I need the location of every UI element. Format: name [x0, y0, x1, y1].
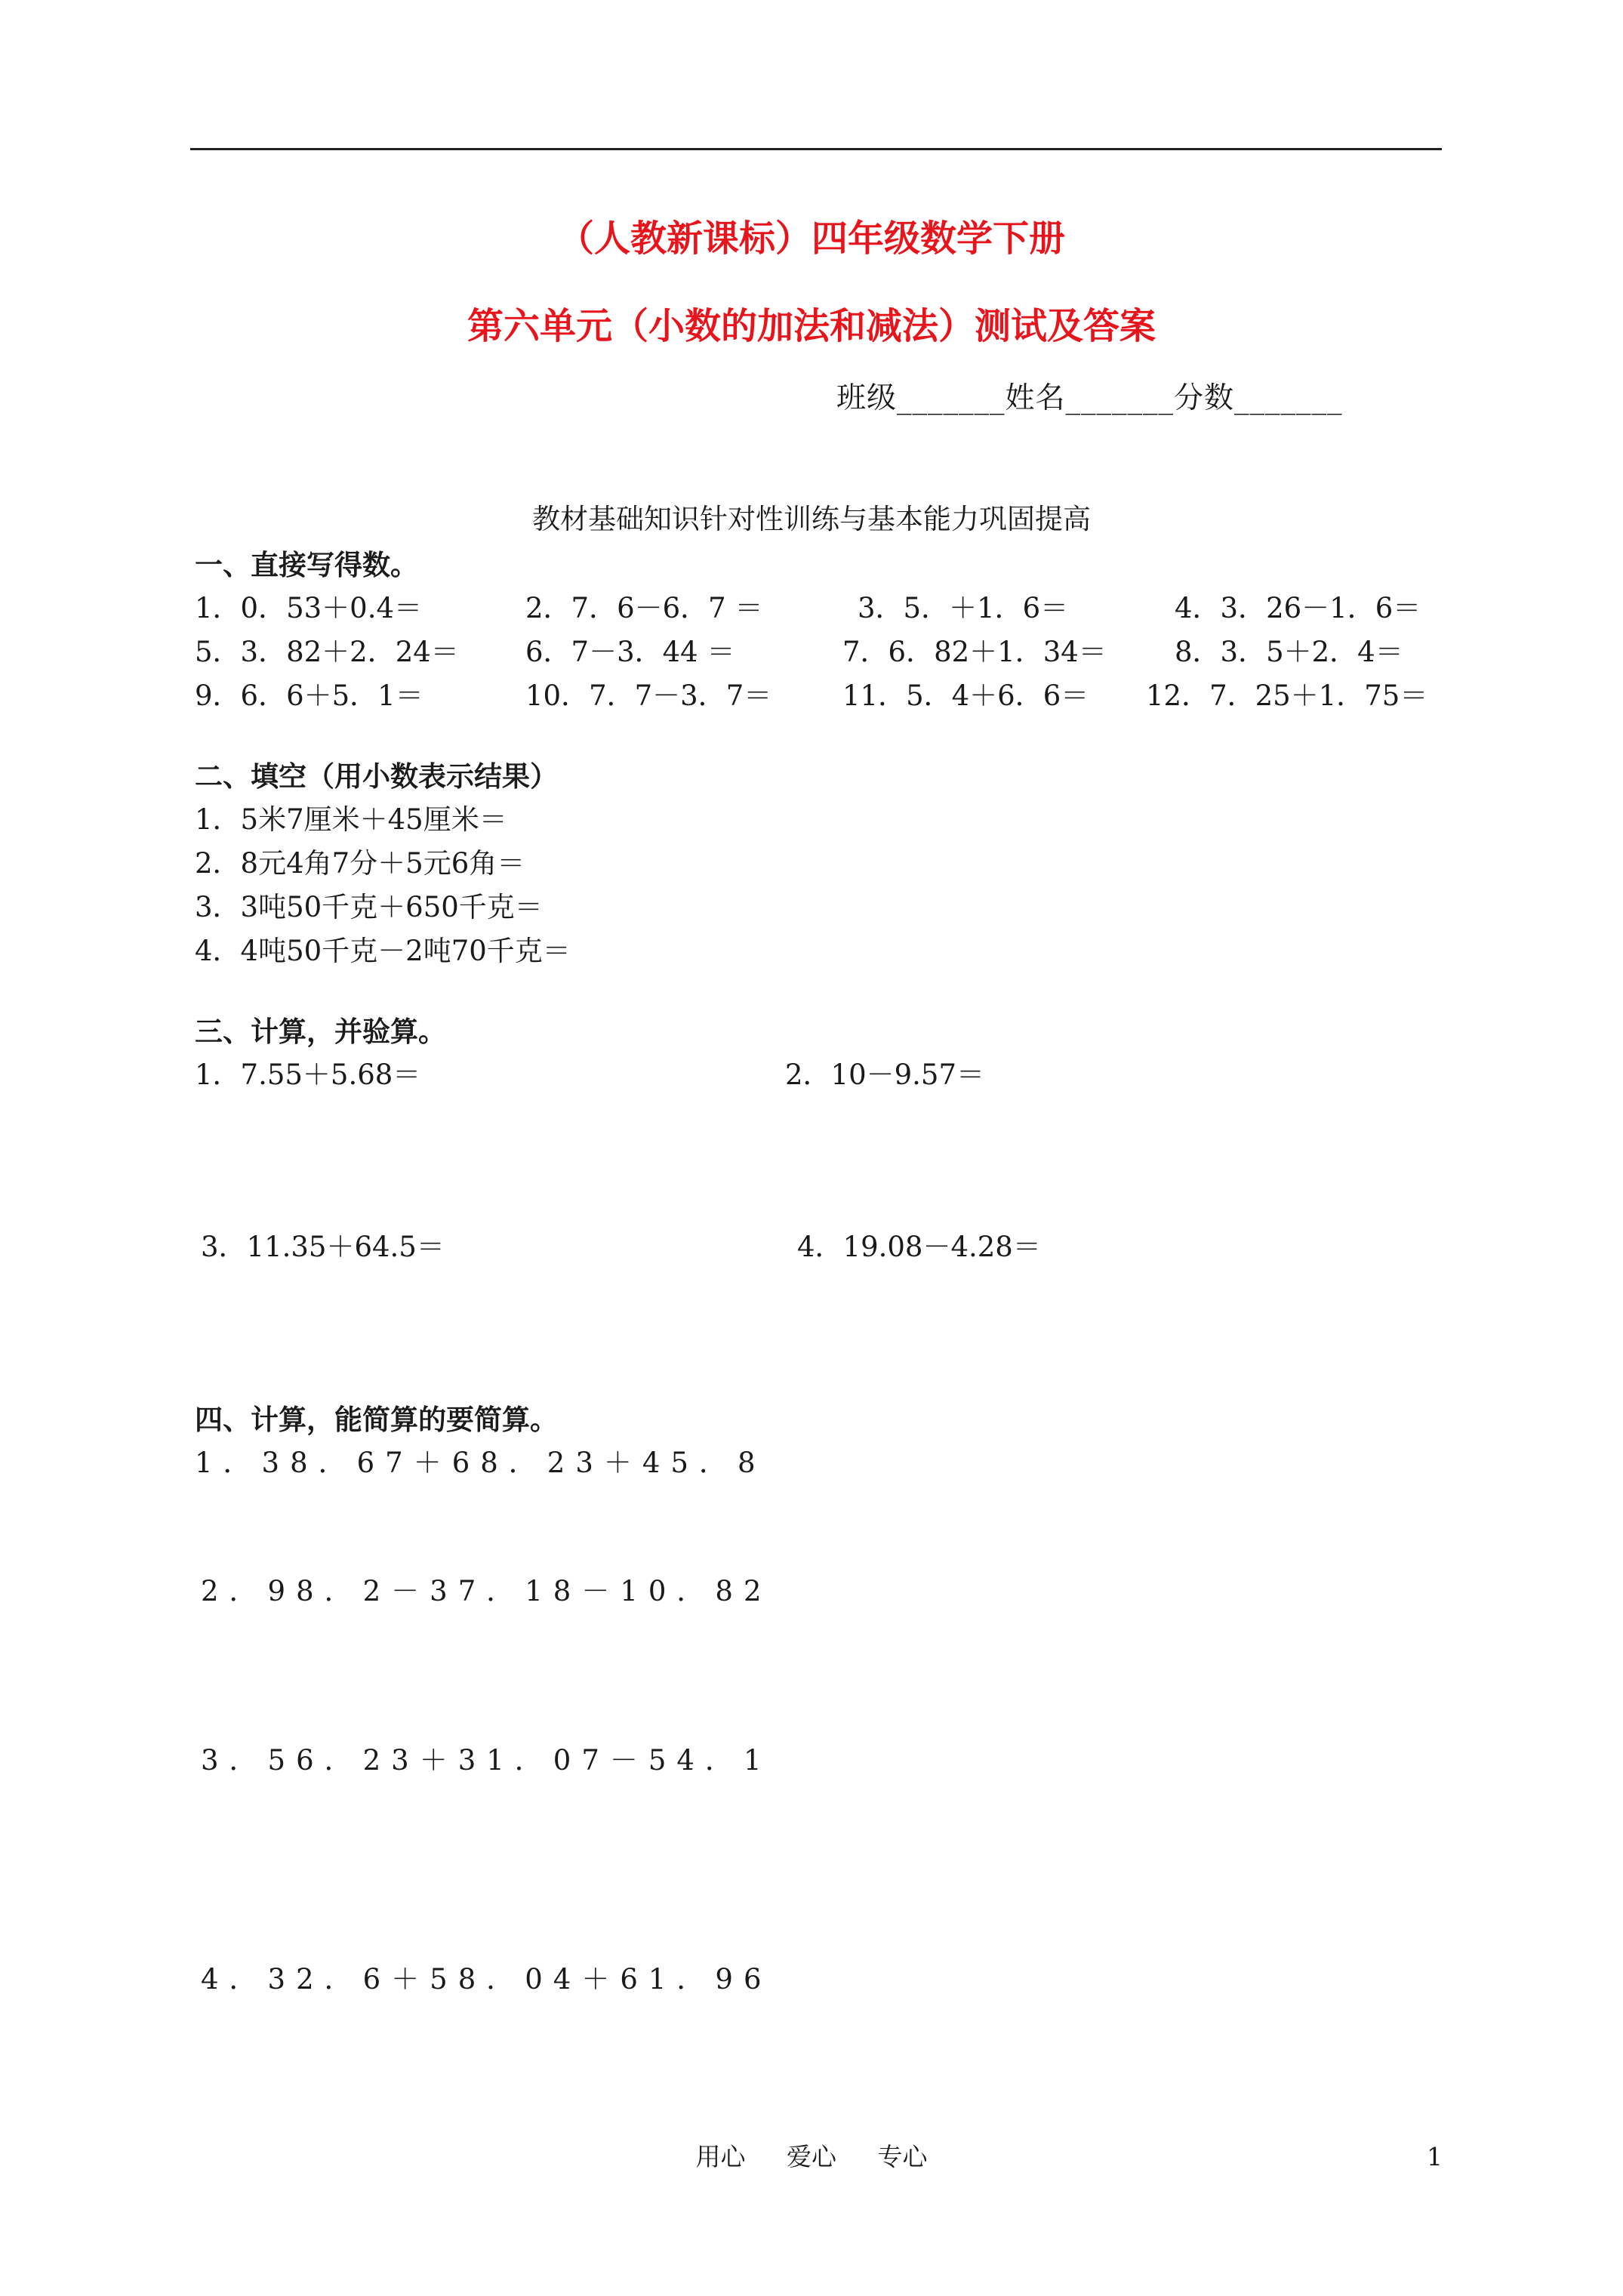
- s4-item-2: 2．98．2－37．18－10．82: [201, 1575, 772, 1607]
- s1-item-6: 6．7－3．44 ＝: [525, 636, 735, 668]
- s1-item-12: 12．7．25＋1．75＝: [1146, 680, 1428, 712]
- footer-text-1: 用心: [695, 2142, 746, 2171]
- title-line-2: 第六单元（小数的加法和减法）测试及答案: [467, 305, 1156, 347]
- s3-item-2: 2．10－9.57＝: [785, 1059, 985, 1091]
- s1-item-7: 7．6．82＋1．34＝: [842, 636, 1107, 668]
- s1-item-4: 4．3．26－1．6＝: [1175, 592, 1421, 624]
- s3-item-4: 4．19.08－4.28＝: [797, 1231, 1041, 1263]
- s3-item-1: 1．7.55＋5.68＝: [195, 1059, 421, 1091]
- s2-item-4: 4．4吨50千克－2吨70千克＝: [195, 935, 571, 967]
- s1-item-3: 3．5．＋1．6＝: [858, 592, 1069, 624]
- s1-item-10: 10．7．7－3．7＝: [525, 680, 772, 712]
- s1-item-9: 9．6．6＋5．1＝: [195, 680, 423, 712]
- s1-item-8: 8．3．5＋2．4＝: [1175, 636, 1403, 668]
- s2-item-2: 2．8元4角7分＋5元6角＝: [195, 847, 525, 880]
- section3-heading: 三、计算，并验算。: [195, 1015, 446, 1048]
- page-number: 1: [1427, 2142, 1443, 2171]
- s4-item-3: 3．56．23＋31．07－54．1: [201, 1744, 772, 1777]
- s1-item-2: 2．7．6－6．7 ＝: [525, 592, 763, 624]
- s3-item-3: 3．11.35＋64.5＝: [201, 1231, 445, 1263]
- section4-heading: 四、计算，能简算的要简算。: [195, 1403, 558, 1436]
- s2-item-1: 1．5米7厘米＋45厘米＝: [195, 803, 507, 836]
- s1-item-5: 5．3．82＋2．24＝: [195, 636, 459, 668]
- section1-heading: 一、直接写得数。: [195, 548, 418, 581]
- footer-text-2: 爱心: [787, 2142, 836, 2171]
- s2-item-3: 3．3吨50千克＋650千克＝: [195, 891, 543, 923]
- s1-item-11: 11．5．4＋6．6＝: [842, 680, 1089, 712]
- footer-text-3: 专心: [877, 2142, 928, 2171]
- s4-item-4: 4．32．6＋58．04＋61．96: [201, 1963, 772, 1996]
- student-info-line: 班级_______姓名_______分数_______: [836, 381, 1343, 415]
- section-subtitle: 教材基础知识针对性训练与基本能力巩固提高: [532, 503, 1091, 535]
- section2-heading: 二、填空（用小数表示结果）: [195, 760, 558, 793]
- page-footer: [0, 2140, 1623, 2174]
- s1-item-1: 1．0．53＋0.4＝: [195, 592, 423, 624]
- header-rule: [190, 148, 1442, 150]
- s4-item-1: 1．38．67＋68．23＋45．8: [195, 1447, 766, 1479]
- title-line-1: （人教新课标）四年级数学下册: [557, 217, 1065, 260]
